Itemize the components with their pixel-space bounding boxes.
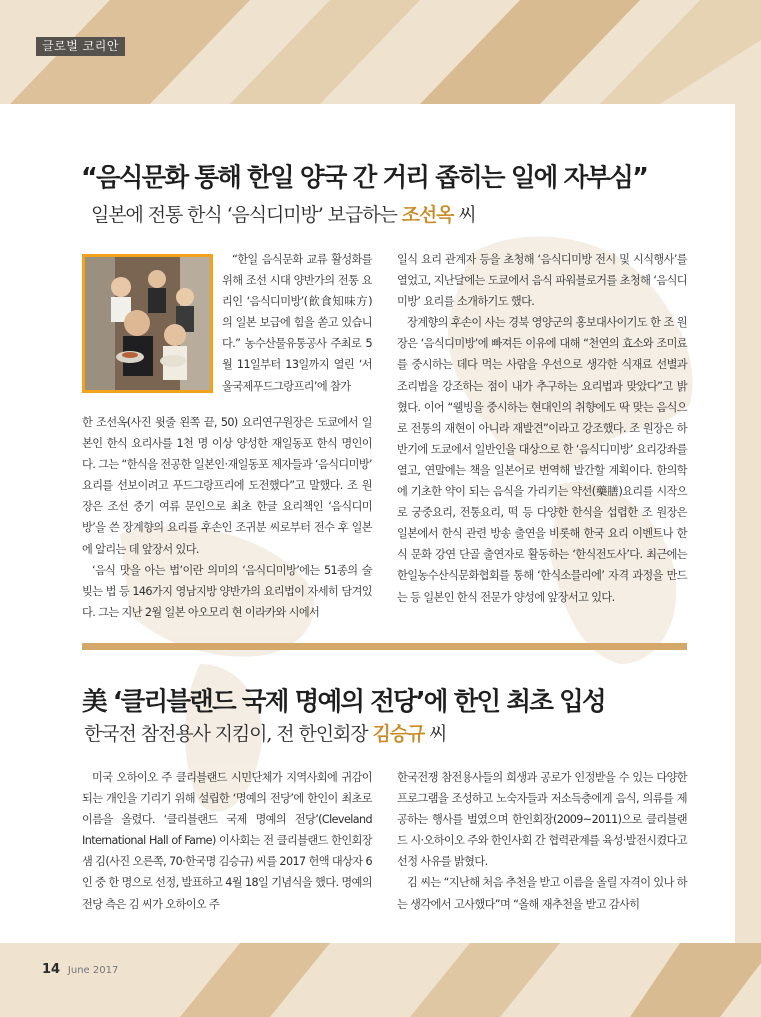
article2-right-p2: 김 씨는 “지난해 처음 추천을 받고 이름을 올릴 자격이 있나 하는 생각에서 고사했다”며 “올해 재추천을 받고 감사히: [397, 876, 687, 911]
article1-left-bottom-p2: ‘음식 맛을 아는 법’이란 의미의 ‘음식디미방’에는 51종의 술 빚는 법 등 146가지 영남지방 양반가의 요리법이 자세히 담겨있다. 그는 지난 2월 일본 아오모리 현 이라카와 시에서: [82, 563, 372, 619]
article2-left-p1: 미국 오하이오 주 클리블랜드 시민단체가 지역사회에 귀감이 되는 개인을 기리기 위해 설립한 ‘명예의 전당’에 한인이 최초로 이름을 올렸다. ‘클리블랜드 국제 명예의 전당’(Cleveland International Hall of Fame) 이사회는 전 클리블랜드 한인회장 샘 김(사진 오른쪽, 70·한국명 김승규) 씨를 2017 헌액 대상자 6인 중 한 명으로 선정, 발표하고 4월 18일 기념식을 했다. 명예의 전당 측은 김 씨가 오하이오 주: [82, 771, 372, 911]
article1-left-top: [222, 249, 372, 397]
article1-photo: [82, 254, 213, 393]
article1-subhead: [91, 200, 691, 227]
section-tag: 글로벌 코리안: [36, 37, 125, 56]
article1-subhead-name: 조선옥: [401, 204, 454, 226]
article1-right-column: [397, 249, 687, 608]
article1-subhead-suffix: 씨: [453, 204, 476, 226]
article2-subhead-prefix: 한국전 참전용사 지킴이, 전 한인회장: [84, 723, 373, 745]
page-footer: [42, 962, 118, 977]
group-photo-illustration: [85, 257, 210, 390]
article1-left-top-text: “한일 음식문화 교류 활성화를 위해 조선 시대 양반가의 전통 요리인 ‘음식디미방’(飮食知味方)의 일본 보급에 힘을 쏟고 있습니다.” 농수산물유통공사 주최로 5월 11일부터 13일까지 열린 ‘서울국제푸드그랑프리’에 참가: [222, 253, 372, 393]
article2-subhead-name: 김승규: [372, 723, 425, 745]
article1-headline: “음식문화 통해 한일 양국 간 거리 좁히는 일에 자부심”: [81, 163, 648, 193]
article1-right-p2: 장계향의 후손이 사는 경북 영양군의 홍보대사이기도 한 조 원장은 ‘음식디미방’에 빠져든 이유에 대해 “천연의 효소와 조미료를 중시하는 데다 먹는 사람을 우선으로 생각한 식재료 선별과 조리법을 강조하는 점이 내가 추구하는 요리법과 맞았다”고 밝혔다. 이어 “웰빙을 중시하는 현대인의 취향에도 딱 맞는 음식으로 전통의 재현이 아니라 재발견”이라고 강조했다. 조 원장은 하반기에 도쿄에서 일반인을 대상으로 한 ‘음식디미방’ 요리강좌를 열고, 연말에는 책을 일본어로 번역해 발간할 계획이다. 한의학에 기초한 약이 되는 음식을 가리키는 약선(藥膳)요리를 시작으로 궁중요리, 전통요리, 떡 등 다양한 한식을 섭렵한 조 원장은 일본에서 한식 관련 방송 출연을 비롯해 한국 요리 이벤트나 한식 문화 강연 단골 출연자로 활동하는 ‘한식전도사’다. 최근에는 한일농수산식문화협회를 통해 ‘한식소믈리에’ 자격 과정을 만드는 등 일본인 한식 전문가 양성에 앞장서고 있다.: [397, 316, 687, 604]
page-number: 14: [42, 962, 61, 977]
article2-left-column: [82, 767, 372, 915]
article1-left-bottom: [82, 412, 372, 623]
bottom-band-stripes: [0, 943, 761, 1017]
article1-left-bottom-p1: 한 조선옥(사진 윗줄 왼쪽 끝, 50) 요리연구원장은 도쿄에서 일본인 한식 요리사를 1천 명 이상 양성한 재일동포 한식 명인이다. 그는 “한식을 전공한 일본인·재일동포 제자들과 ‘음식디미방’ 요리를 선보이려고 푸드그랑프리에 도전했다”고 말했다. 조 원장은 조선 중기 여류 문인으로 최초 한글 요리책인 ‘음식디미방’을 쓴 장계향의 요리를 후손인 조귀분 씨로부터 전수 후 일본에 알리는 데 앞장서 있다.: [82, 416, 372, 556]
article2-subhead: [84, 719, 684, 746]
issue-date: June 2017: [67, 965, 119, 976]
article2-right-p1: 한국전쟁 참전용사들의 희생과 공로가 인정받을 수 있는 다양한 프로그램을 조성하고 노숙자들과 저소득층에게 음식, 의류를 제공하는 행사를 벌였으며 한인회장(2009~2011)으로 클리블랜드 시·오하이오 주와 한인사회 간 협력관계를 육성·발전시켰다고 선정 사유를 밝혔다.: [397, 771, 687, 869]
article2-subhead-suffix: 씨: [424, 723, 447, 745]
article1-subhead-prefix: 일본에 전통 한식 ‘음식디미방’ 보급하는: [91, 204, 402, 226]
section-divider: [82, 643, 687, 650]
article2-headline: 美 ‘클리블랜드 국제 명예의 전당’에 한인 최초 입성: [82, 687, 605, 717]
article2-right-column: [397, 767, 687, 915]
article1-right-p1: 일식 요리 관계자 등을 초청해 ‘음식디미방 전시 및 시식행사’를 열었고, 지난달에는 도쿄에서 음식 파워블로거를 초청해 ‘음식디미방’ 요리를 소개하기도 했다.: [397, 253, 687, 309]
